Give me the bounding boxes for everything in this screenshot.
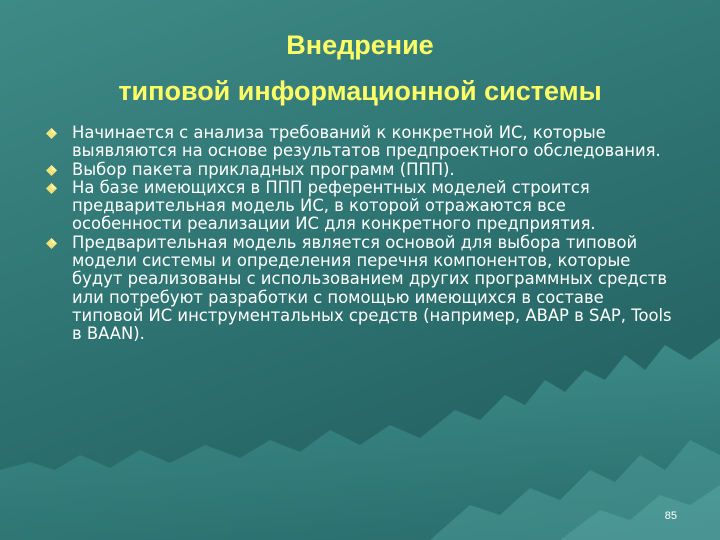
bullet-item [46, 161, 676, 179]
bullet-text: Предварительная модель является основой для выбора типовой модели системы и определения перечня компонентов, которые будут реализованы с использованием других программных средств или потребуют разработки с помощью имеющихся в составе типовой ИС инструментальных средств (например, ABAP в SAP, Tools в BAAN). [72, 232, 672, 344]
slide-title-line-2: типовой информационной системы [118, 76, 602, 106]
bullet-list [46, 124, 676, 344]
bullet-item [46, 124, 676, 161]
diamond-bullet-icon [46, 165, 57, 176]
slide-title-line-1: Внедрение [286, 30, 434, 60]
diamond-bullet-icon [46, 183, 57, 194]
bullet-text: Начинается с анализа требований к конкретной ИС, которые выявляются на основе результатов предпроектного обследования. [72, 123, 661, 161]
bullet-text: Выбор пакета прикладных программ (ППП). [72, 159, 455, 179]
bullet-item [46, 179, 676, 234]
diamond-bullet-icon [46, 238, 57, 249]
page-number: 85 [664, 510, 677, 522]
bullet-text: На базе имеющихся в ППП референтных моделей строится предварительная модель ИС, в которой отражаются все особенности реализации ИС для конкретного предприятия. [72, 177, 596, 234]
diamond-bullet-icon [46, 128, 57, 139]
bullet-item [46, 234, 676, 344]
